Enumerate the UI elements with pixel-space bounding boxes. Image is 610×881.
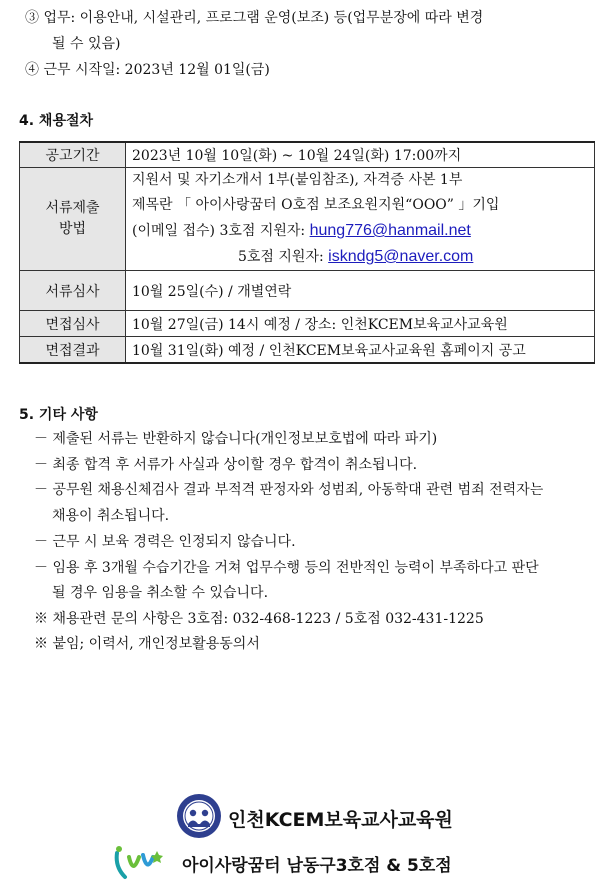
email-5-link[interactable]: iskndg5@naver.com xyxy=(328,248,474,265)
docs-label xyxy=(20,168,126,271)
docs-line3 xyxy=(132,218,588,244)
etc-item-5-line1: － 임용 후 3개월 수습기간을 거쳐 업무수행 등의 전반적인 능력이 부족하다고 판단 xyxy=(34,560,539,576)
table-row xyxy=(20,168,595,271)
screening-label: 서류심사 xyxy=(20,271,126,311)
duty-item-line2: 될 수 있음) xyxy=(52,36,121,52)
org-name-kcem: 인천KCEM보육교사교육원 xyxy=(228,809,453,831)
contact-note: ※ 채용관련 문의 사항은 3호점: 032-468-1223 / 5호점 032-431-1225 xyxy=(34,611,484,627)
attachment-note: ※ 붙임; 이력서, 개인정보활용동의서 xyxy=(34,636,260,652)
interview-value: 10월 27일(금) 14시 예정 / 장소: 인천KCEM보육교사교육원 xyxy=(126,311,595,337)
start-date-item: ④ 근무 시작일: 2023년 12월 01일(금) xyxy=(25,62,270,78)
etc-item-4: － 근무 시 보육 경력은 인정되지 않습니다. xyxy=(34,534,296,550)
hiring-procedure-table xyxy=(19,141,595,364)
docs-line2: 제목란 「 아이사랑꿈터 O호점 보조요원지원“OOO” 」기입 xyxy=(132,197,500,213)
screening-value: 10월 25일(수) / 개별연락 xyxy=(126,271,595,311)
kcem-seal-logo-icon xyxy=(176,793,222,839)
docs-label-line1: 서류제출 xyxy=(45,200,100,216)
section-4-heading: 4. 채용절차 xyxy=(19,113,94,129)
docs-label-line2: 방법 xyxy=(58,221,87,237)
table-row xyxy=(20,142,595,168)
etc-item-5-line2: 될 경우 임용을 취소할 수 있습니다. xyxy=(52,585,269,601)
docs-line1: 지원서 및 자기소개서 1부(붙임참조), 자격증 사본 1부 xyxy=(132,172,463,188)
announce-value: 2023년 10월 10일(화) ~ 10월 24일(화) 17:00까지 xyxy=(126,142,595,168)
docs-value xyxy=(126,168,595,271)
section-5-heading: 5. 기타 사항 xyxy=(19,407,98,423)
docs-line3-prefix: (이메일 접수) 3호점 지원자: xyxy=(132,223,310,239)
duty-item-line1: ③ 업무: 이용안내, 시설관리, 프로그램 운영(보조) 등(업무분장에 따라 변경 xyxy=(25,10,484,26)
result-value: 10월 31일(화) 예정 / 인천KCEM보육교사교육원 홈페이지 공고 xyxy=(126,337,595,364)
table-row xyxy=(20,271,595,311)
aisarang-kkumteo-logo-icon xyxy=(113,845,167,881)
email-3-link[interactable]: hung776@hanmail.net xyxy=(309,222,471,239)
result-label: 면접결과 xyxy=(20,337,126,364)
etc-item-3-line1: － 공무원 채용신체검사 결과 부적격 판정자와 성범죄, 아동학대 관련 범죄 전력자는 xyxy=(34,482,544,498)
etc-item-3-line2: 채용이 취소됩니다. xyxy=(52,508,170,524)
table-row xyxy=(20,337,595,364)
org-name-kkumteo: 아이사랑꿈터 남동구3호점 & 5호점 xyxy=(182,856,452,876)
interview-label: 면접심사 xyxy=(20,311,126,337)
docs-line4 xyxy=(132,244,588,270)
docs-line4-prefix: 5호점 지원자: xyxy=(238,249,329,265)
etc-item-2: － 최종 합격 후 서류가 사실과 상이할 경우 합격이 취소됩니다. xyxy=(34,457,418,473)
table-row xyxy=(20,311,595,337)
announce-label: 공고기간 xyxy=(20,142,126,168)
etc-item-1: － 제출된 서류는 반환하지 않습니다(개인정보보호법에 따라 파기) xyxy=(34,431,438,447)
